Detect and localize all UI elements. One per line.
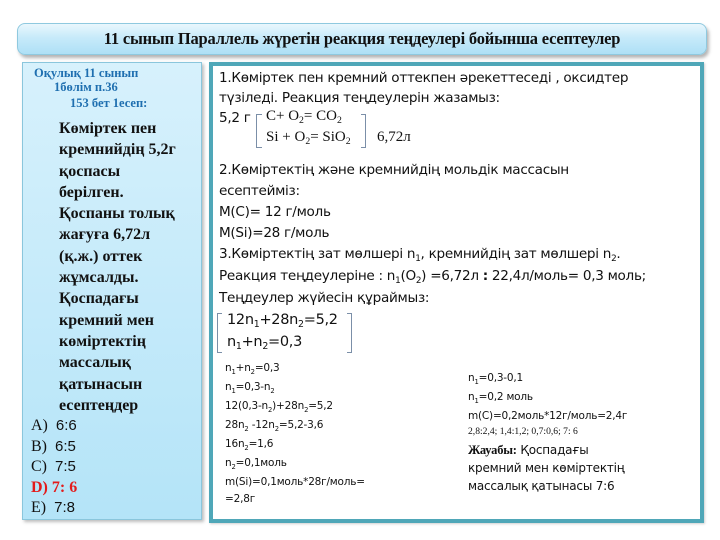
system-right-bracket	[347, 313, 352, 353]
solution-mass-carbon: m(C)=0,2моль*12г/моль=2,4г	[468, 410, 628, 422]
option-a: A) 6:6	[31, 417, 77, 434]
step2-text-cont: есептейміз:	[219, 183, 300, 199]
page-title: 11 сынып Параллель жүретін реакция теңдеулері бойынша есептеулер	[103, 29, 621, 48]
step3-oxygen-moles: Реакция теңдеулеріне : $n_1(O_2) =6,72л$ : 22,4л/моль= 0,3 моль;	[219, 268, 646, 286]
problem-line: жұмсалды.	[59, 269, 139, 287]
problem-line: қатынасын	[59, 375, 143, 393]
problem-line: массалық	[59, 354, 132, 372]
source-textbook: Оқулық 11 сынып	[34, 66, 139, 80]
left-bracket	[256, 114, 262, 148]
problem-line: кремнийдің 5,2г	[59, 141, 176, 159]
problem-line: Қоспаны толық	[59, 205, 175, 223]
solution-panel	[209, 62, 704, 523]
solution-step: $16n_2=1,6$	[225, 438, 274, 452]
step3-text: 3.Көміртектің зат мөлшері $n_1$, кремнийдің зат мөлшері $n_2$.	[219, 246, 621, 264]
solution-step: $12(0,3-n_2)+28n_2=5,2$	[225, 400, 333, 414]
equation-carbon: $C+ O_2= CO_2$	[266, 108, 342, 126]
step1-text-cont: түзіледі. Реакция теңдеулерін жазамыз:	[219, 90, 500, 106]
solution-step: $n_1+n_2=0,3$	[225, 362, 280, 376]
problem-panel	[22, 62, 202, 520]
final-answer-line3: массалық қатынасы 7:6	[468, 479, 615, 493]
option-d-correct: D) 7: 6	[31, 478, 78, 496]
problem-line: (қ.ж.) оттек	[59, 247, 143, 265]
problem-line: берілген.	[59, 183, 124, 201]
solution-mass-silicon-result: =2,8г	[225, 493, 256, 505]
molar-mass-silicon: M(Si)=28 г/моль	[219, 225, 330, 241]
title-banner	[17, 23, 707, 55]
problem-line: көміртектің	[59, 332, 146, 350]
ratio-simplification: 2,8:2,4; 1,4:1,2; 0,7:0,6; 7: 6	[468, 426, 578, 437]
volume-label: 6,72л	[377, 129, 411, 145]
problem-line: қоспасы	[59, 162, 121, 180]
solution-step: $n_1=0,3-0,1$	[468, 372, 523, 386]
option-c: C) 7:5	[31, 458, 76, 475]
problem-line: есептеңдер	[59, 396, 139, 414]
system-intro: Теңдеулер жүйесін құраймыз:	[219, 290, 430, 306]
mass-label: 5,2 г	[219, 110, 251, 126]
final-answer: Жауабы: Қоспадағы	[468, 443, 589, 457]
system-equation-2: $n_1+n_2=0,3$	[227, 334, 303, 352]
equation-silicon: $Si + O_2= SiO_2$	[266, 129, 351, 147]
source-page: 153 бет 1есеп:	[70, 96, 148, 110]
answer-label: Жауабы:	[468, 443, 517, 457]
problem-statement	[59, 118, 201, 416]
source-section: 1бөлім п.36	[54, 80, 118, 94]
step2-text: 2.Көміртектің және кремнийдің мольдік массасын	[219, 162, 569, 178]
problem-line: жағуға 6,72л	[59, 226, 151, 244]
solution-mass-silicon: m(Si)=0,1моль*28г/моль=	[225, 476, 365, 488]
step1-text: 1.Көміртек пен кремний оттекпен әрекеттеседі , оксидтер	[219, 70, 629, 86]
option-b: B) 6:5	[31, 437, 76, 455]
problem-line: Қоспадағы	[59, 290, 139, 308]
molar-mass-carbon: M(C)= 12 г/моль	[219, 204, 331, 220]
system-equation-1: $12n_1+28n_2=5,2$	[227, 312, 338, 330]
answer-options	[31, 416, 77, 519]
problem-line: Көміртек пен	[59, 120, 157, 137]
final-answer-line2: кремний мен көміртектің	[468, 461, 625, 475]
solution-step: $n_1=0,2$ моль	[468, 391, 533, 405]
problem-line: кремний мен	[59, 311, 154, 329]
right-bracket	[361, 114, 366, 148]
solution-step: $n_2=0,1моль$	[225, 457, 287, 471]
solution-step: $28n_2$ $-12n_2=5,2-3,6$	[225, 419, 324, 433]
solution-step: $n_1=0,3-n_2$	[225, 381, 275, 395]
system-left-bracket	[217, 313, 222, 353]
option-e: E) 7:8	[31, 499, 75, 516]
